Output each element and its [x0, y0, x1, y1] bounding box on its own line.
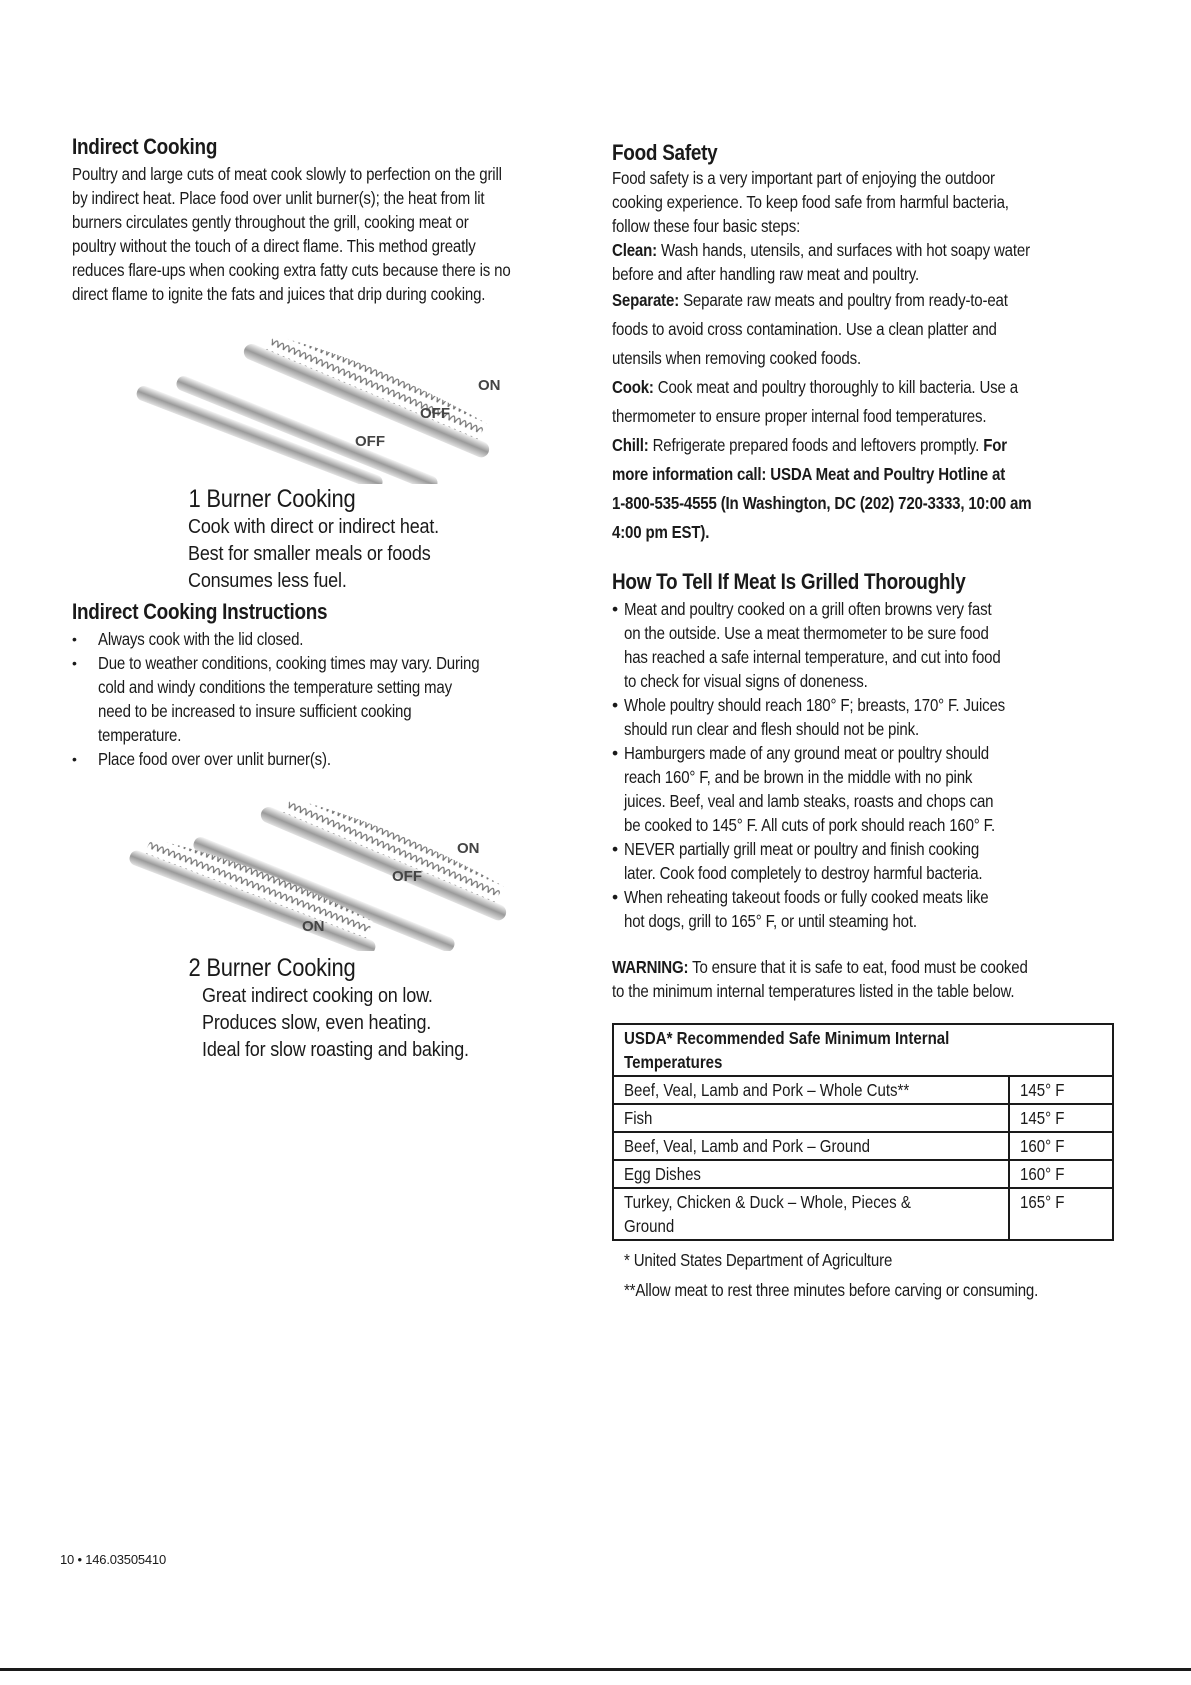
- indirect-instructions-heading: Indirect Cooking Instructions: [72, 599, 328, 624]
- table-row: Egg Dishes 160° F: [613, 1160, 1113, 1188]
- right-column: [612, 140, 1132, 1305]
- food-safety-steps: Clean: Wash hands, utensils, and surfaces with hot soapy water before and after handling raw meat and poultry. Separate: Separate raw meats and poultry from ready-to-eat foods to avoid cross contamination. Use a clean platter and utensils when removing cooked foods. Cook: Cook meat and poultry thoroughly to kill bacteria. Use a thermometer to ensure proper internal food temperatures. Chill: Refrigerate prepared foods and leftovers promptly. For more information call: USDA Meat and Poultry Hotline at 1-800-535-4555 (In Washington, DC (202) 720-3333, 10:00 am 4:00 pm EST).: [612, 238, 1132, 547]
- one-burner-title: 1 Burner Cooking: [188, 485, 356, 513]
- hotline-text: more information call: USDA Meat and Poultry Hotline at: [612, 464, 1006, 484]
- table-row: Beef, Veal, Lamb and Pork – Ground 160° F: [613, 1132, 1113, 1160]
- burner-back-label: ON: [478, 377, 501, 394]
- list-item: • Whole poultry should reach 180° F; breasts, 170° F. Juices should run clear and flesh should not be pink.: [612, 693, 1132, 741]
- grilled-thoroughly-heading: How To Tell If Meat Is Grilled Thoroughly: [612, 569, 966, 594]
- table-header-row: [613, 1024, 1113, 1076]
- cook-label: Cook:: [612, 377, 654, 397]
- bottom-rule: [0, 1668, 1191, 1671]
- food-safety-heading: Food Safety: [612, 140, 718, 165]
- clean-label: Clean:: [612, 240, 657, 260]
- burner-middle-label: OFF: [392, 868, 422, 885]
- burner-back-label: ON: [457, 840, 480, 857]
- list-item: • When reheating takeout foods or fully cooked meats like hot dogs, grill to 165° F, or until steaming hot.: [612, 885, 1132, 933]
- burner-front-label: ON: [302, 918, 325, 935]
- one-burner-lines: Cook with direct or indirect heat. Best for smaller meals or foods Consumes less fuel.: [188, 516, 440, 592]
- warning-label: WARNING:: [612, 957, 689, 977]
- page-number: 10 • 146.03505410: [60, 1552, 166, 1567]
- one-burner-illustration: [110, 314, 530, 484]
- warning-text: WARNING: To ensure that it is safe to eat, food must be cooked to the minimum internal temperatures listed in the table below.: [612, 957, 1028, 1001]
- table-row: Beef, Veal, Lamb and Pork – Whole Cuts** 145° F: [613, 1076, 1113, 1104]
- chill-label: Chill:: [612, 435, 649, 455]
- list-item: • Due to weather conditions, cooking times may vary. During cold and windy conditions the temperature setting may need to be increased to insure sufficient cooking temperature.: [72, 651, 602, 747]
- two-burner-illustration: [127, 781, 547, 951]
- table-row: Turkey, Chicken & Duck – Whole, Pieces & Ground 165° F: [613, 1188, 1113, 1240]
- table-header: USDA* Recommended Safe Minimum Internal Temperatures: [613, 1024, 1113, 1076]
- grilled-thoroughly-list: [612, 597, 1132, 933]
- indirect-cooking-heading: Indirect Cooking: [72, 134, 218, 159]
- two-burner-lines: Great indirect cooking on low. Produces slow, even heating. Ideal for slow roasting and baking.: [202, 985, 469, 1061]
- left-column: [72, 134, 602, 1064]
- list-item: • NEVER partially grill meat or poultry and finish cooking later. Cook food completely to destroy harmful bacteria.: [612, 837, 1132, 885]
- list-item: • Meat and poultry cooked on a grill often browns very fast on the outside. Use a meat thermometer to be sure food has reached a safe internal temperature, and cut into food to check for visual signs of doneness.: [612, 597, 1132, 693]
- table-footnotes: * United States Department of Agriculture **Allow meat to rest three minutes before carving or consuming.: [624, 1250, 1039, 1300]
- burner-middle-label: OFF: [420, 405, 450, 422]
- two-burner-title: 2 Burner Cooking: [188, 954, 356, 982]
- burner-front-label: OFF: [355, 433, 385, 450]
- usda-temperature-table: [612, 1023, 1114, 1241]
- list-item: • Always cook with the lid closed.: [72, 627, 602, 651]
- separate-label: Separate:: [612, 290, 680, 310]
- table-row: Fish 145° F: [613, 1104, 1113, 1132]
- food-safety-text: Food safety is a very important part of enjoying the outdoor cooking experience. To keep food safe from harmful bacteria, follow these four basic steps:: [612, 168, 1009, 236]
- list-item: • Place food over over unlit burner(s).: [72, 747, 602, 771]
- list-item: • Hamburgers made of any ground meat or poultry should reach 160° F, and be brown in the middle with no pink juices. Beef, veal and lamb steaks, roasts and chops can be cooked to 145° F. All cuts of pork should reach 160° F.: [612, 741, 1132, 837]
- indirect-instructions-list: [72, 627, 602, 771]
- indirect-cooking-text: Poultry and large cuts of meat cook slowly to perfection on the grill by indirect heat. Place food over unlit burner(s); the heat from lit burners circulates gently throughout the grill, cooking meat or poultry without the touch of a direct flame. This method greatly reduces flare-ups when cooking extra fatty cuts because there is no direct flame to ignite the fats and juices that drip during cooking.: [72, 164, 511, 304]
